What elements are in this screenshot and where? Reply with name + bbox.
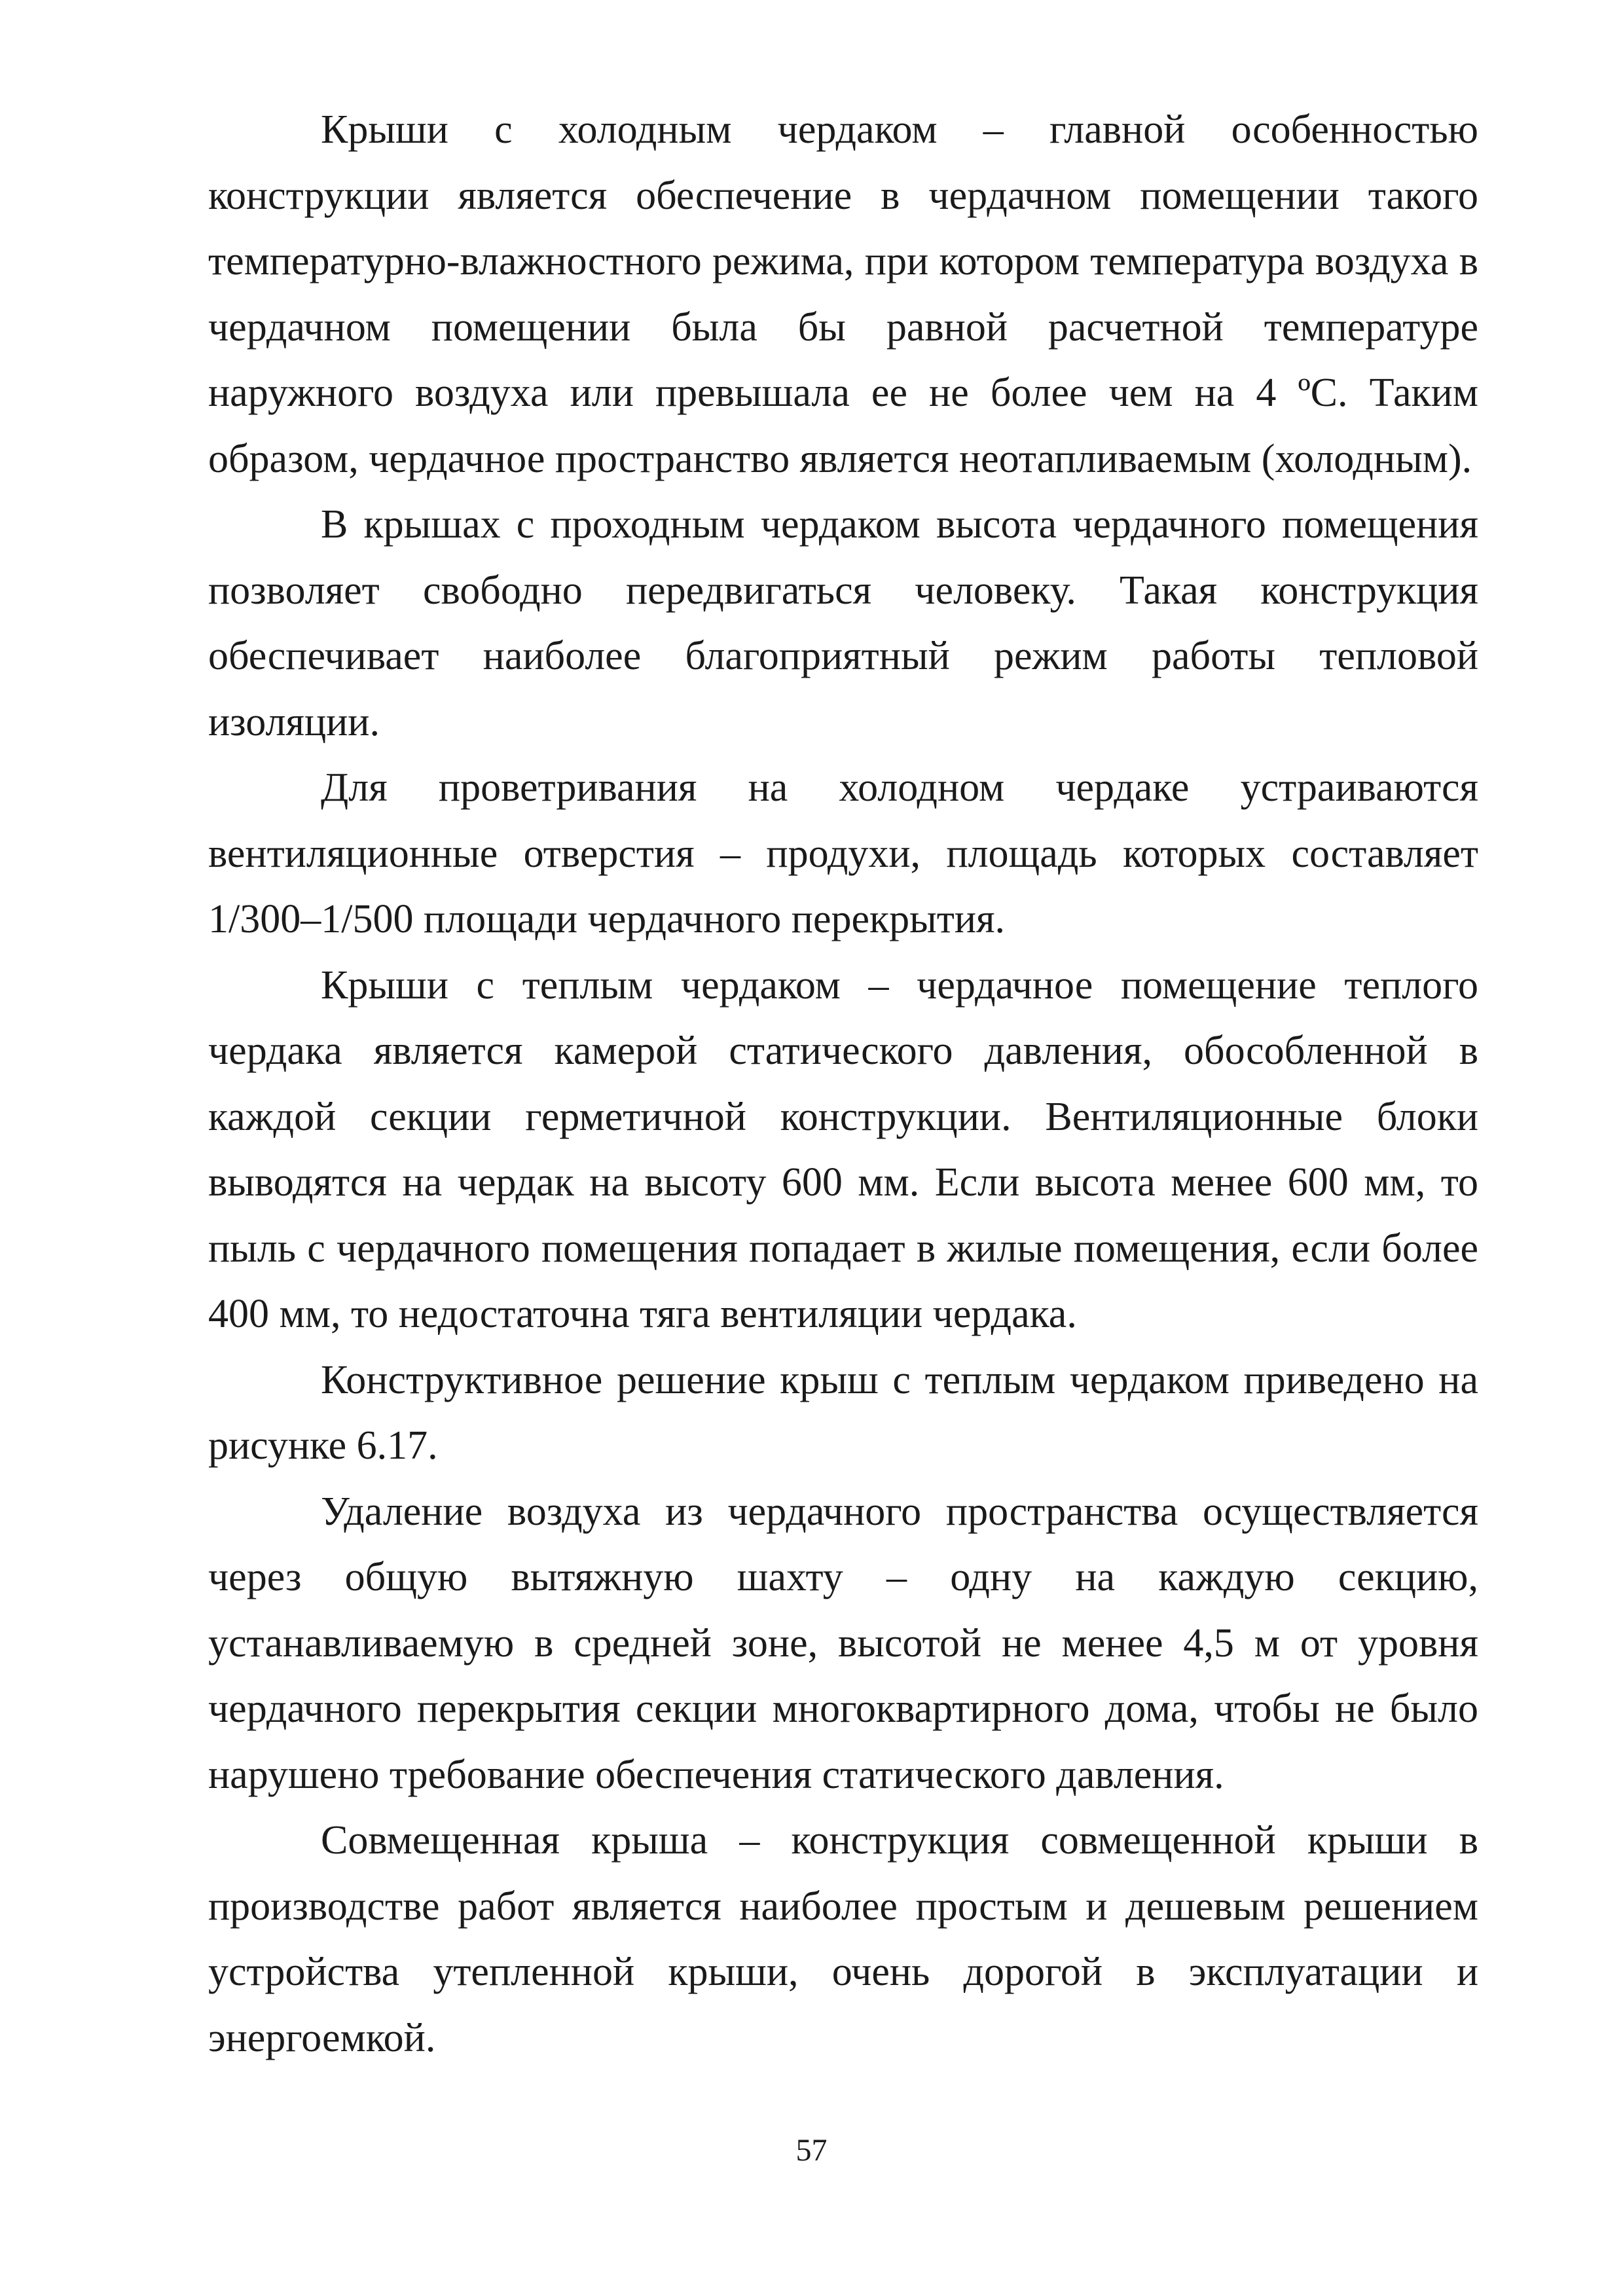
page-number: 57 bbox=[795, 2133, 828, 2168]
paragraph-walk-through-attic: В крышах с проходным чердаком высота чердачного помещения позволяет свободно передвигаться человеку. Такая конструкция обеспечивает наиболее благоприятный режим работы тепловой изоляции. bbox=[208, 502, 1478, 744]
paragraph-cold-attic: Крыши с холодным чердаком – главной особенностью конструкции является обеспечение в чердачном помещении такого температурно-влажностного режима, при котором температура воздуха в чердачном помещении была бы равной расчетной температуре наружного воздуха или превышала ее не более чем на 4 ºС. Таким образом, чердачное пространство является неотапливаемым (холодным). bbox=[208, 107, 1478, 481]
paragraph-warm-attic: Крыши с теплым чердаком – чердачное помещение теплого чердака является камерой статического давления, обособленной в каждой секции герметичной конструкции. Вентиляционные блоки выводятся на чердак на высоту 600 мм. Если высота менее 600 мм, то пыль с чердачного помещения попадает в жилые помещения, если более 400 мм, то недостаточна тяга вентиляции чердака. bbox=[208, 962, 1478, 1336]
body-text bbox=[208, 97, 1478, 2071]
paragraph-air-removal: Удаление воздуха из чердачного пространства осуществляется через общую вытяжную шахту – одну на каждую секцию, устанавливаемую в средней зоне, высотой не менее 4,5 м от уровня чердачного перекрытия секции многоквартирного дома, чтобы не было нарушено требование обеспечения статического давления. bbox=[208, 1489, 1478, 1797]
paragraph-combined-roof: Совмещенная крыша – конструкция совмещенной крыши в производстве работ является наиболее простым и дешевым решением устройства утепленной крыши, очень дорогой в эксплуатации и энергоемкой. bbox=[208, 1818, 1478, 2060]
paragraph-ventilation: Для проветривания на холодном чердаке устраиваются вентиляционные отверстия – продухи, площадь которых составляет 1/300–1/500 площади чердачного перекрытия. bbox=[208, 765, 1478, 941]
paragraph-figure-reference: Конструктивное решение крыш с теплым чердаком приведено на рисунке 6.17. bbox=[208, 1357, 1478, 1468]
